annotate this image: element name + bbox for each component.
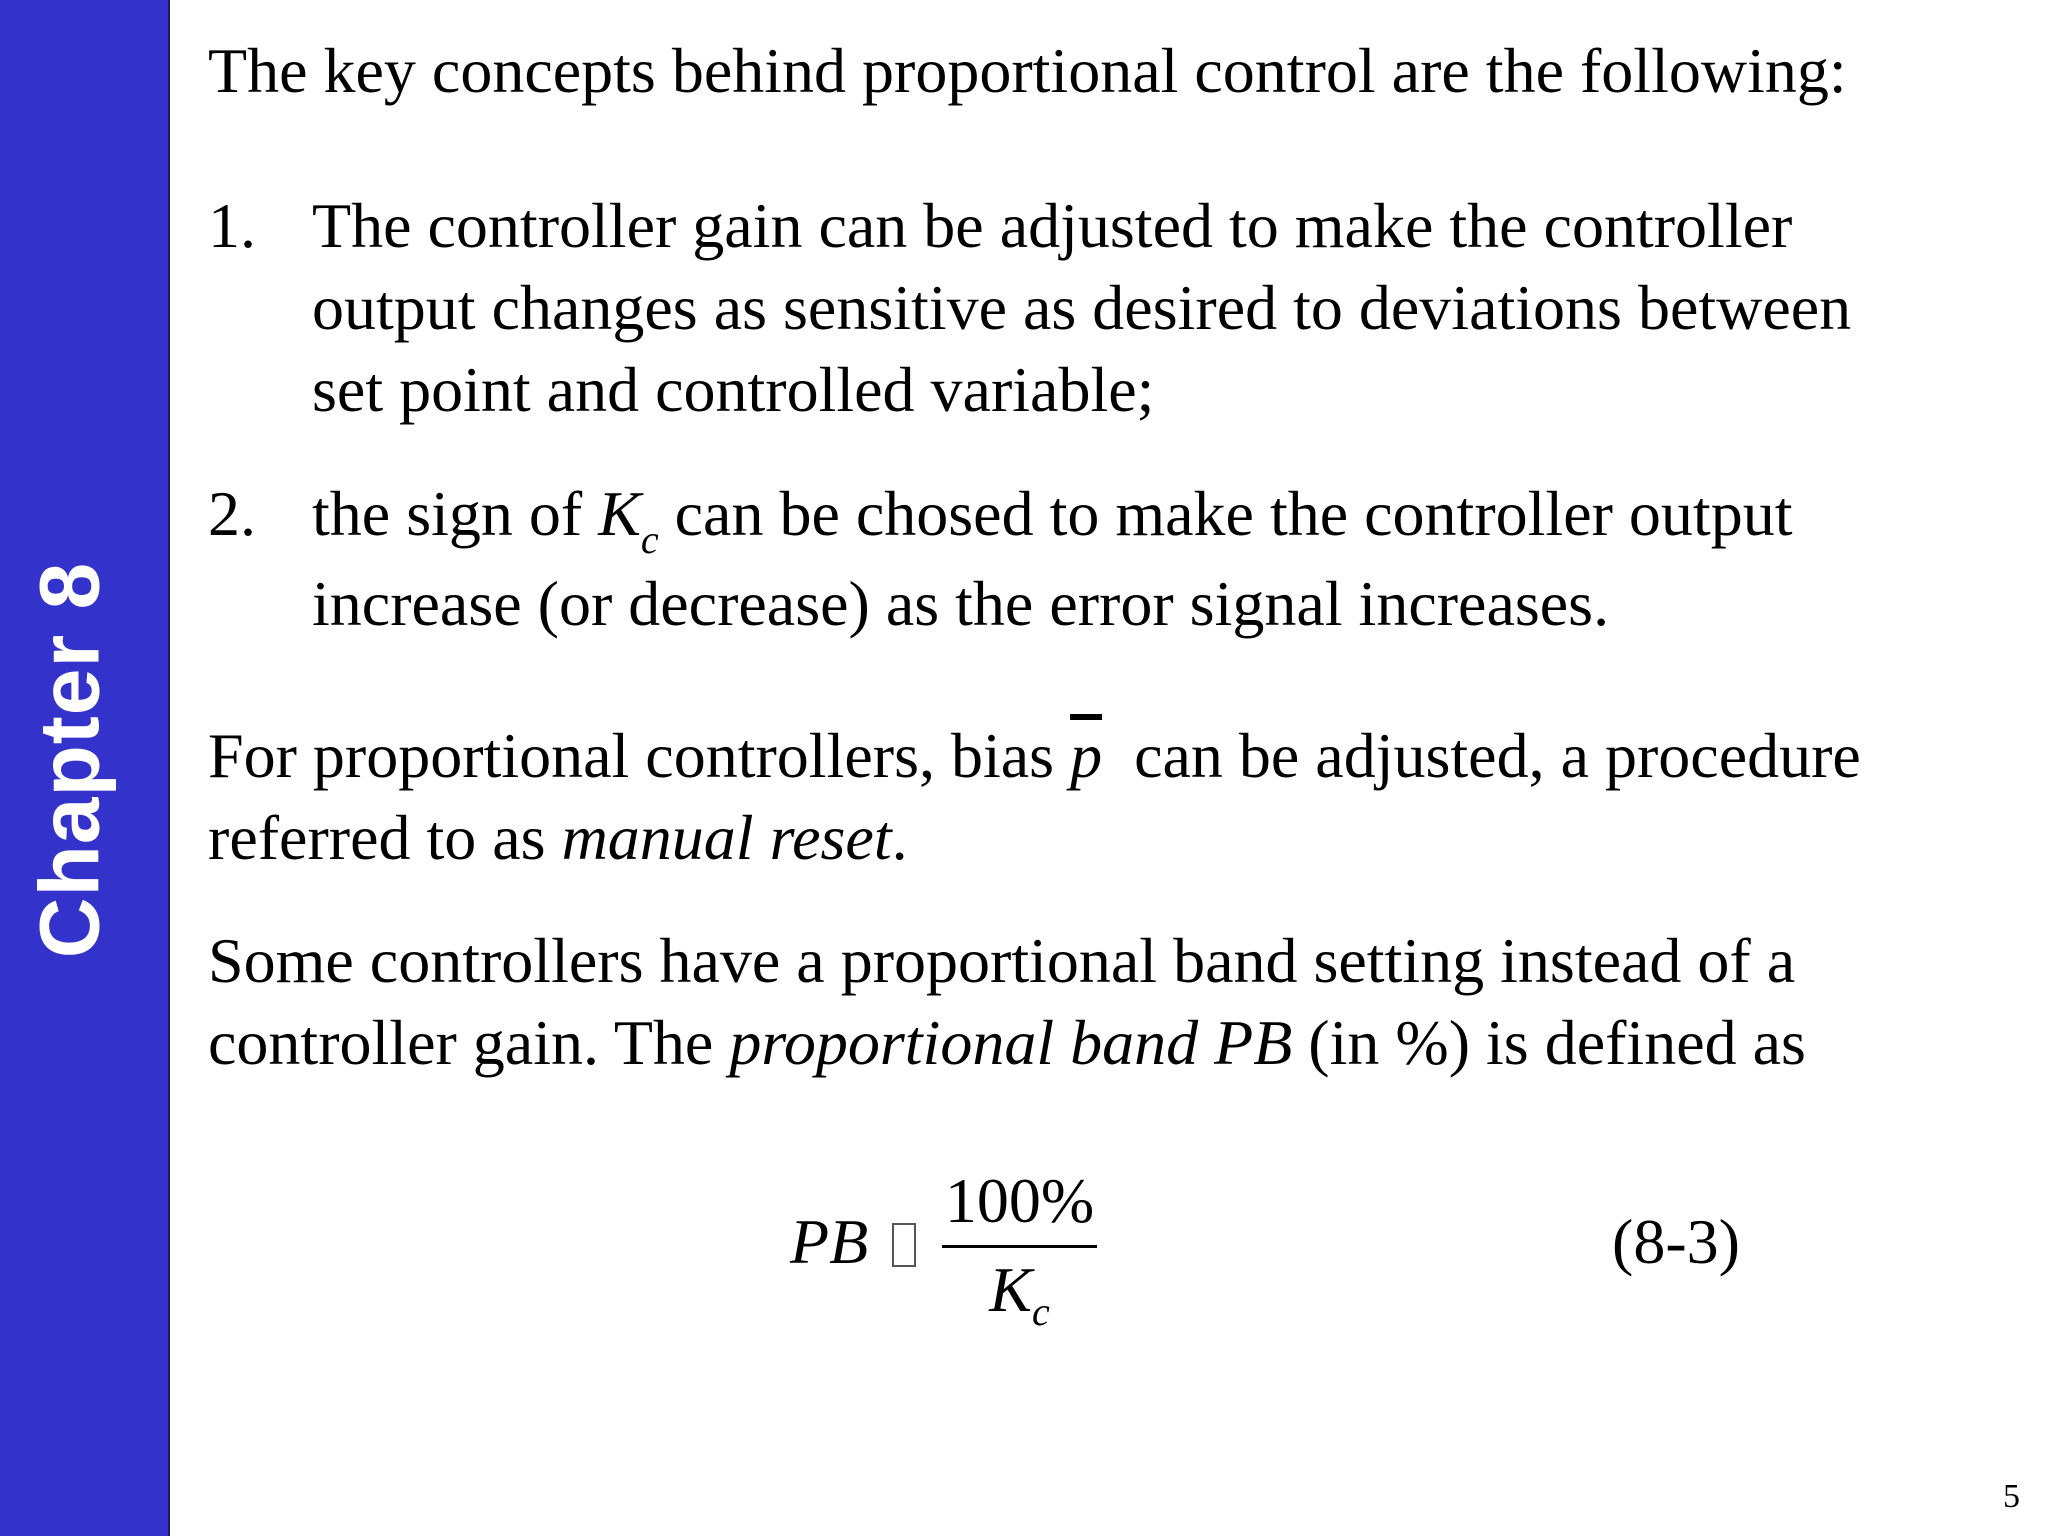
list-item-2-line-1 bbox=[312, 473, 1988, 563]
list-item-1 bbox=[208, 185, 1988, 431]
list-number-1: 1. bbox=[208, 190, 256, 261]
chapter-label: Chapter 8 bbox=[22, 561, 117, 959]
gain-symbol: K bbox=[598, 478, 641, 549]
equation-number: (8-3) bbox=[1612, 1206, 1740, 1277]
list-item-1-line-3: set point and controlled variable; bbox=[312, 354, 1155, 425]
equation-8-3 bbox=[790, 1165, 1790, 1355]
gain-subscript: c bbox=[640, 517, 659, 562]
list-number-2: 2. bbox=[208, 478, 256, 549]
manual-reset-term: manual reset bbox=[561, 802, 892, 873]
list-item-1-line-1: The controller gain can be adjusted to make the controller bbox=[312, 190, 1793, 261]
bias-line-2 bbox=[208, 797, 2018, 879]
pb-line-2 bbox=[208, 1002, 2018, 1084]
pb-line-2-after: (in %) is defined as bbox=[1292, 1007, 1806, 1078]
fraction-denominator bbox=[942, 1254, 1097, 1334]
proportional-band-term: proportional band PB bbox=[729, 1007, 1293, 1078]
bias-paragraph bbox=[208, 715, 2018, 879]
list-item-2-text-before: the sign of bbox=[312, 478, 599, 549]
denominator-symbol: K bbox=[989, 1254, 1032, 1325]
denominator-subscript: c bbox=[1031, 1289, 1050, 1334]
page-number: 5 bbox=[2003, 1478, 2020, 1515]
proportional-band-paragraph bbox=[208, 920, 2018, 1084]
list-item-2-text-after: can be chosed to make the controller output bbox=[658, 478, 1793, 549]
list-item-2 bbox=[208, 473, 1988, 645]
missing-glyph-box-icon bbox=[892, 1223, 916, 1267]
equation-lhs: PB bbox=[790, 1206, 869, 1277]
intro-text: The key concepts behind proportional control are the following: bbox=[208, 35, 1847, 106]
bias-line-2-after: . bbox=[891, 802, 908, 873]
chapter-sidebar bbox=[0, 0, 170, 1536]
bias-symbol: $\overline{p}$ bbox=[1070, 720, 1103, 791]
equation-fraction bbox=[942, 1165, 1097, 1334]
pb-line-2-before: controller gain. The bbox=[208, 1007, 730, 1078]
bias-line-2-before: referred to as bbox=[208, 802, 562, 873]
bias-text-after: can be adjusted, a procedure bbox=[1102, 720, 1861, 791]
fraction-numerator: 100% bbox=[944, 1165, 1095, 1236]
list-item-1-line-2: output changes as sensitive as desired to deviations between bbox=[312, 272, 1852, 343]
bias-line-1 bbox=[208, 715, 2018, 797]
list-item-2-line-2: increase (or decrease) as the error signal increases. bbox=[312, 568, 1610, 639]
bias-text-before: For proportional controllers, bias bbox=[208, 720, 1071, 791]
fraction-bar bbox=[942, 1245, 1097, 1248]
pb-line-1: Some controllers have a proportional band setting instead of a bbox=[208, 925, 1796, 996]
